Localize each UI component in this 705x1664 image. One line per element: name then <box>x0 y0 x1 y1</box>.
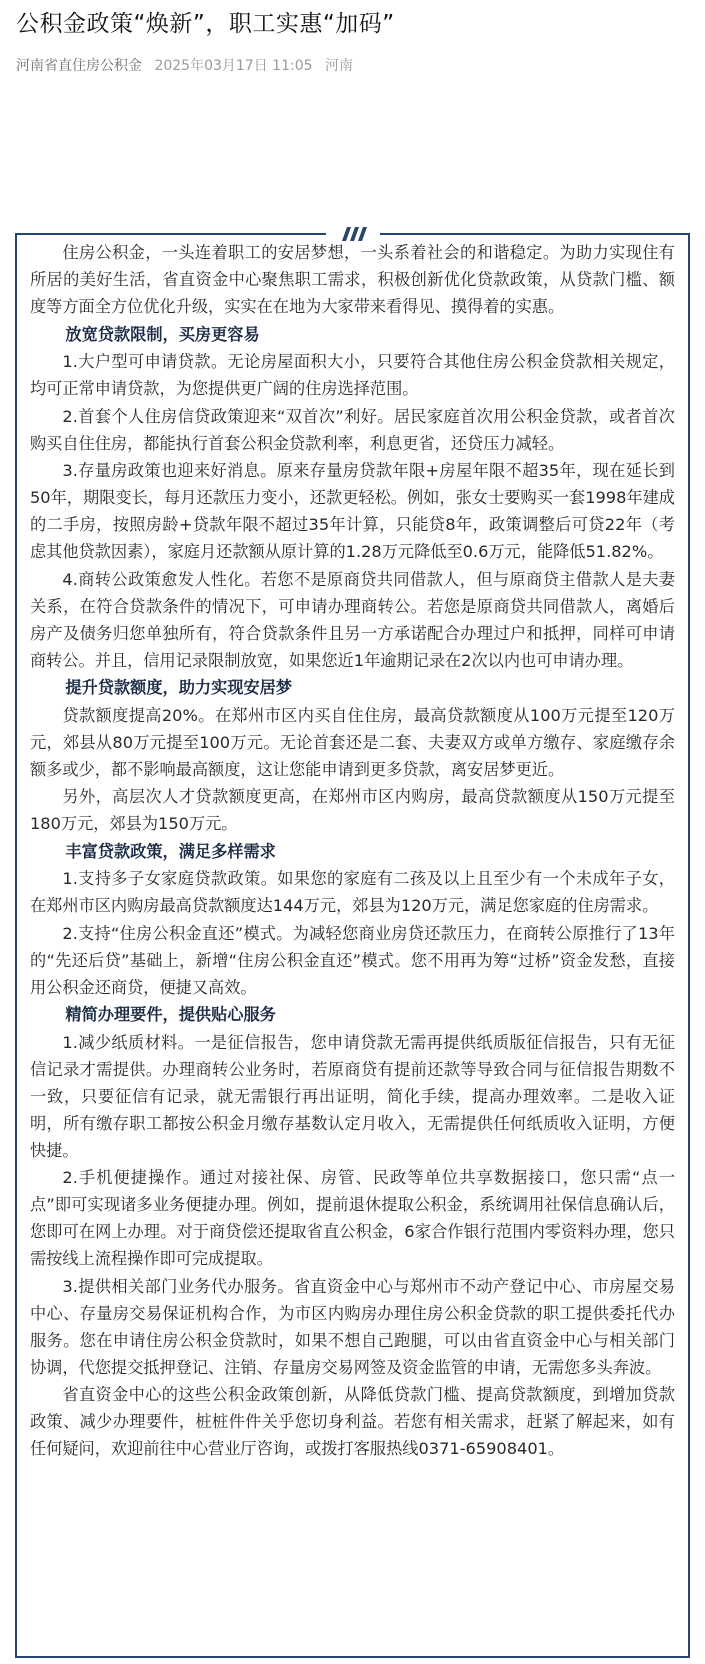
article-meta <box>16 56 689 76</box>
body-paragraph: 另外，高层次人才贷款额度更高，在郑州市区内购房，最高贷款额度从150万元提至180万元，郊县为150万元。 <box>30 787 675 833</box>
body-paragraph: 1.减少纸质材料。一是征信报告，您申请贷款无需再提供纸质版征信报告，只有无征信记录才需提供。办理商转公业务时，若原商贷有提前还款等导致合同与征信报告期数不一致，只要征信有记录，就无需银行再出证明，简化手续，提高办理效率。二是收入证明，所有缴存职工都按公积金月缴存基数认定月收入，无需提供任何纸质收入证明，方便快捷。 <box>30 1032 675 1160</box>
section-heading: 提升贷款额度，助力实现安居梦 <box>65 678 293 697</box>
article-source[interactable]: 河南省直住房公积金 <box>16 58 142 74</box>
body-paragraph: 1.大户型可申请贷款。无论房屋面积大小，只要符合其他住房公积金贷款相关规定，均可正常申请贷款，为您提供更广阔的住房选择范围。 <box>30 352 675 398</box>
body-paragraph: 3.存量房政策也迎来好消息。原来存量房贷款年限+房屋年限不超35年，现在延长到50年，期限变长，每月还款压力变小，还款更轻松。例如，张女士要购买一套1998年建成的二手房，按照房龄+贷款年限不超过35年计算，只能贷8年，政策调整后可贷22年（考虑其他贷款因素），家庭月还款额从原计算的1.28万元降低至0.6万元，能降低51.82%。 <box>30 461 675 561</box>
body-paragraph: 4.商转公政策愈发人性化。若您不是原商贷共同借款人，但与原商贷主借款人是夫妻关系，在符合贷款条件的情况下，可申请办理商转公。若您是原商贷共同借款人，离婚后房产及债务归您单独所有，符合贷款条件且另一方承诺配合办理过户和抵押，同样可申请商转公。并且，信用记录限制放宽，如果您近1年逾期记录在2次以内也可申请办理。 <box>30 569 675 670</box>
article-datetime: 2025年03月17日 11:05 <box>154 58 313 74</box>
body-paragraph: 3.提供相关部门业务代办服务。省直资金中心与郑州市不动产登记中心、市房屋交易中心、存量房交易保证机构合作，为市区内购房办理住房公积金贷款的职工提供委托代办服务。您在申请住房公积金贷款时，如果不想自己跑腿，可以由省直资金中心与相关部门协调，代您提交抵押登记、注销、存量房交易网签及资金监管的申请，无需您多头奔波。 <box>30 1276 675 1377</box>
body-paragraph: 贷款额度提高20%。在郑州市区内买自住住房，最高贷款额度从100万元提至120万元，郊县从80万元提至100万元。无论首套还是二套、夫妻双方或单方缴存、家庭缴存余额多或少，都不影响最高额度，这让您能申请到更多贷款，离安居梦更近。 <box>30 705 675 779</box>
section-heading: 精简办理要件，提供贴心服务 <box>65 1005 276 1024</box>
body-paragraph: 2.支持“住房公积金直还”模式。为减轻您商业房贷还款压力，在商转公原推行了13年的“先还后贷”基础上，新增“住房公积金直还”模式。您不用再为筹“过桥”资金发愁，直接用公积金还商贷，便捷又高效。 <box>30 923 675 997</box>
section-heading: 放宽贷款限制，买房更容易 <box>65 324 260 344</box>
body-paragraph: 2.首套个人住房信贷政策迎来“双首次”利好。居民家庭首次用公积金贷款，或者首次购买自住住房，都能执行首套公积金贷款利率，利息更省，还贷压力减轻。 <box>30 406 675 453</box>
body-paragraph: 住房公积金，一头连着职工的安居梦想，一头系着社会的和谐稳定。为助力实现住有所居的美好生活，省直资金中心聚焦职工需求，积极创新优化贷款政策，从贷款门槛、额度等方面全方位优化升级，实实在在地为大家带来看得见、摸得着的实惠。 <box>30 243 675 316</box>
article-body <box>30 239 675 1463</box>
body-paragraph: 1.支持多子女家庭贷款政策。如果您的家庭有二孩及以上且至少有一个未成年子女，在郑州市区内购房最高贷款额度达144万元，郊县为120万元，满足您家庭的住房需求。 <box>30 869 675 915</box>
body-paragraph: 省直资金中心的这些公积金政策创新，从降低贷款门槛、提高贷款额度，到增加贷款政策、减少办理要件，桩桩件件关乎您切身利益。若您有相关需求，赶紧了解起来，如有任何疑问，欢迎前往中心营业厅咨询，或拨打客服热线0371-65908401。 <box>30 1385 675 1458</box>
article-header <box>16 6 689 76</box>
section-heading: 丰富贷款政策，满足多样需求 <box>65 841 276 861</box>
body-paragraph: 2.手机便捷操作。通过对接社保、房管、民政等单位共享数据接口，您只需“点一点”即可实现诸多业务便捷办理。例如，提前退休提取公积金，系统调用社保信息确认后，您即可在网上办理。对于商贷偿还提取省直公积金，6家合作银行范围内零资料办理，您只需按线上流程操作即可完成提取。 <box>30 1168 675 1268</box>
content-frame <box>15 233 690 1658</box>
article-title: 公积金政策“焕新”，职工实惠“加码” <box>16 11 395 37</box>
article-location: 河南 <box>324 58 353 74</box>
